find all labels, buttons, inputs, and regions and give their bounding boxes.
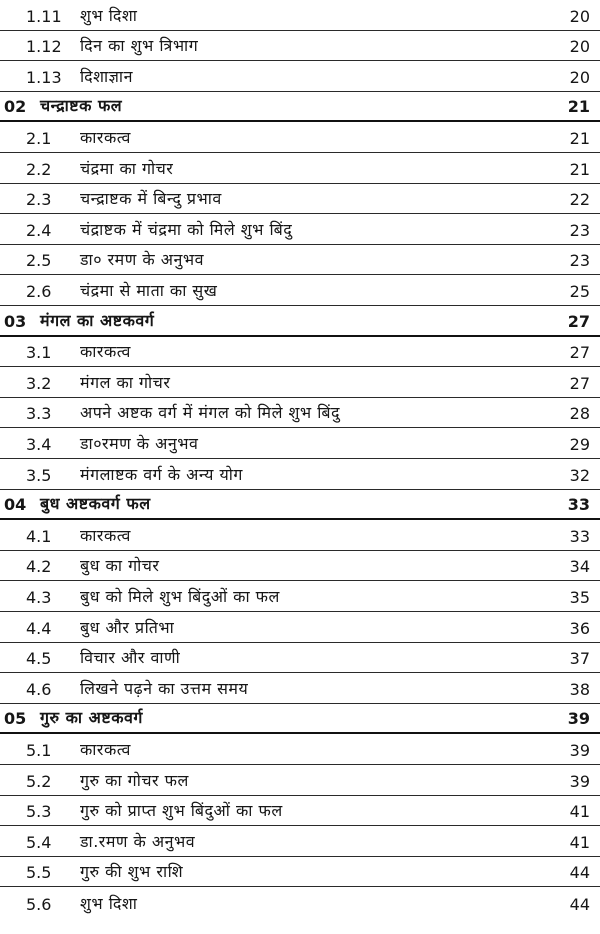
- chapter-number: 05: [4, 709, 27, 729]
- page-number: 27: [569, 373, 590, 393]
- toc-row-3-4: [0, 428, 600, 459]
- toc-row-1-13: [0, 61, 600, 92]
- section-title: डा० रमण के अनुभव: [80, 250, 204, 270]
- section-number: 4.4: [26, 618, 52, 638]
- chapter-title: मंगल का अष्टकवर्ग: [40, 310, 155, 330]
- chapter-title: बुध अष्टकवर्ग फल: [40, 494, 151, 514]
- section-title: गुरु को प्राप्त शुभ बिंदुओं का फल: [80, 801, 283, 821]
- toc-row-3-5: [0, 459, 600, 490]
- section-title: शुभ दिशा: [80, 893, 138, 913]
- page-number: 44: [569, 863, 590, 883]
- toc-row-2-3: [0, 184, 600, 215]
- page-number: 32: [569, 465, 590, 485]
- section-title: मंगलाष्टक वर्ग के अन्य योग: [80, 464, 243, 484]
- chapter-number: 04: [4, 495, 27, 515]
- toc-row-2-4: [0, 214, 600, 245]
- toc-chapter-03: [0, 306, 600, 337]
- section-number: 5.5: [26, 863, 52, 883]
- section-number: 2.4: [26, 220, 52, 240]
- section-number: 4.3: [26, 587, 52, 607]
- toc-row-3-1: [0, 337, 600, 368]
- section-title: चंद्रमा से माता का सुख: [80, 280, 218, 300]
- page-number: 21: [567, 97, 590, 117]
- page-number: 33: [569, 526, 590, 546]
- section-title: बुध को मिले शुभ बिंदुओं का फल: [80, 586, 280, 606]
- page-number: 20: [569, 6, 590, 26]
- page-number: 37: [569, 649, 590, 669]
- toc-row-5-2: [0, 765, 600, 796]
- section-title: लिखने पढ़ने का उत्तम समय: [80, 678, 249, 698]
- page-number: 27: [569, 343, 590, 363]
- toc-chapter-04: [0, 490, 600, 521]
- toc-row-3-2: [0, 367, 600, 398]
- toc-row-1-11: [0, 0, 600, 31]
- page-number: 28: [569, 404, 590, 424]
- page-number: 39: [569, 771, 590, 791]
- section-number: 2.3: [26, 190, 52, 210]
- section-title: मंगल का गोचर: [80, 372, 171, 392]
- section-number: 2.1: [26, 128, 52, 148]
- toc-row-4-5: [0, 643, 600, 674]
- section-title: दिशाज्ञान: [80, 66, 133, 86]
- section-title: डा०रमण के अनुभव: [80, 433, 199, 453]
- section-title: कारकत्व: [80, 127, 131, 147]
- section-title: बुध और प्रतिभा: [80, 617, 175, 637]
- section-number: 3.4: [26, 434, 52, 454]
- section-title: कारकत्व: [80, 739, 131, 759]
- toc-row-4-3: [0, 581, 600, 612]
- toc-row-2-2: [0, 153, 600, 184]
- section-number: 5.6: [26, 894, 52, 914]
- section-title: चंद्रमा का गोचर: [80, 158, 174, 178]
- section-title: चन्द्राष्टक में बिन्दु प्रभाव: [80, 189, 222, 209]
- chapter-title: चन्द्राष्टक फल: [40, 96, 123, 116]
- section-number: 4.2: [26, 557, 52, 577]
- toc-row-4-6: [0, 673, 600, 704]
- section-number: 1.12: [26, 37, 62, 57]
- toc-row-4-4: [0, 612, 600, 643]
- page-number: 38: [569, 679, 590, 699]
- section-title: कारकत्व: [80, 525, 131, 545]
- toc-row-2-1: [0, 122, 600, 153]
- page-number: 21: [569, 128, 590, 148]
- page-number: 39: [569, 740, 590, 760]
- toc-row-3-3: [0, 398, 600, 429]
- page-number: 27: [567, 311, 590, 331]
- page-number: 41: [569, 832, 590, 852]
- page-number: 34: [569, 557, 590, 577]
- page-number: 21: [569, 159, 590, 179]
- section-number: 1.11: [26, 6, 62, 26]
- section-title: बुध का गोचर: [80, 556, 160, 576]
- toc-row-2-5: [0, 245, 600, 276]
- section-title: विचार और वाणी: [80, 648, 181, 668]
- section-number: 5.2: [26, 771, 52, 791]
- section-number: 3.3: [26, 404, 52, 424]
- section-title: कारकत्व: [80, 342, 131, 362]
- page-number: 36: [569, 618, 590, 638]
- section-title: शुभ दिशा: [80, 5, 138, 25]
- section-number: 2.6: [26, 281, 52, 301]
- section-number: 2.5: [26, 251, 52, 271]
- toc-row-5-6: [0, 887, 600, 918]
- page-number: 41: [569, 802, 590, 822]
- page-number: 20: [569, 37, 590, 57]
- section-title: अपने अष्टक वर्ग में मंगल को मिले शुभ बिंदु: [80, 403, 341, 423]
- toc-row-1-12: [0, 31, 600, 62]
- section-title: गुरु का गोचर फल: [80, 770, 189, 790]
- section-number: 2.2: [26, 159, 52, 179]
- section-number: 3.1: [26, 343, 52, 363]
- section-title: गुरु की शुभ राशि: [80, 862, 184, 882]
- section-number: 4.1: [26, 526, 52, 546]
- page-number: 39: [567, 709, 590, 729]
- section-number: 4.5: [26, 649, 52, 669]
- section-number: 5.3: [26, 802, 52, 822]
- chapter-number: 02: [4, 97, 27, 117]
- section-title: चंद्राष्टक में चंद्रमा को मिले शुभ बिंदु: [80, 219, 293, 239]
- section-number: 5.1: [26, 740, 52, 760]
- toc-row-5-1: [0, 734, 600, 765]
- page-number: 22: [569, 190, 590, 210]
- section-number: 5.4: [26, 832, 52, 852]
- page-number: 33: [567, 495, 590, 515]
- chapter-number: 03: [4, 311, 27, 331]
- section-title: डा.रमण के अनुभव: [80, 831, 196, 851]
- section-title: दिन का शुभ त्रिभाग: [80, 36, 199, 56]
- chapter-title: गुरु का अष्टकवर्ग: [40, 708, 143, 728]
- section-number: 3.5: [26, 465, 52, 485]
- toc-chapter-05: [0, 704, 600, 735]
- toc-row-5-4: [0, 826, 600, 857]
- section-number: 4.6: [26, 679, 52, 699]
- page-number: 44: [569, 894, 590, 914]
- toc-row-5-5: [0, 857, 600, 888]
- section-number: 3.2: [26, 373, 52, 393]
- toc-row-4-2: [0, 551, 600, 582]
- toc-row-2-6: [0, 275, 600, 306]
- toc-chapter-02: [0, 92, 600, 123]
- toc-row-5-3: [0, 796, 600, 827]
- section-number: 1.13: [26, 67, 62, 87]
- page-number: 25: [569, 281, 590, 301]
- page-number: 20: [569, 67, 590, 87]
- page-number: 29: [569, 434, 590, 454]
- page-number: 35: [569, 587, 590, 607]
- page-number: 23: [569, 220, 590, 240]
- toc-row-4-1: [0, 520, 600, 551]
- page-number: 23: [569, 251, 590, 271]
